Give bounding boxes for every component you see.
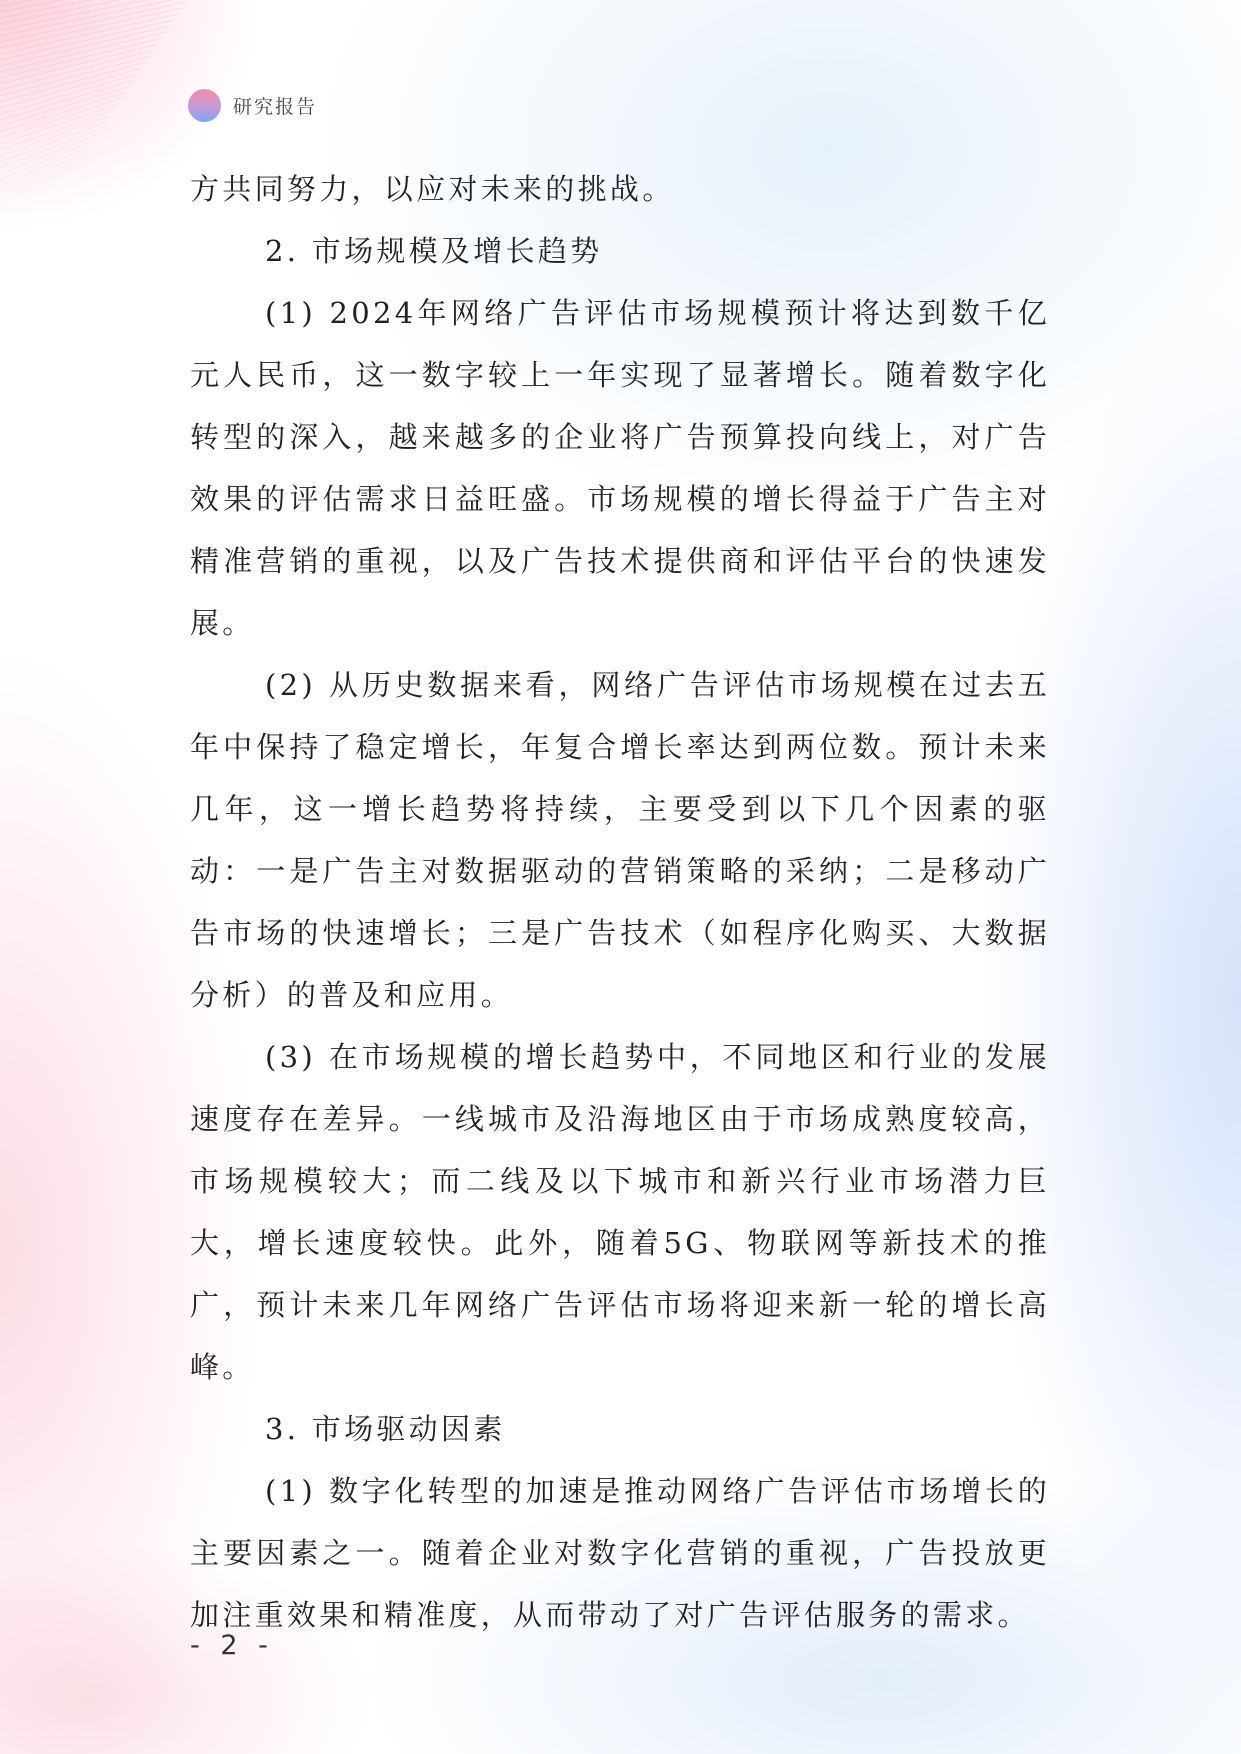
paragraph-item: (2) 从历史数据来看，网络广告评估市场规模在过去五年中保持了稳定增长，年复合增长率达到两位数。预计未来几年，这一增长趋势将持续，主要受到以下几个因素的驱动：一是广告主对数据驱动的营销策略的采纳；二是移动广告市场的快速增长；三是广告技术（如程序化购买、大数据分析）的普及和应用。 [190,668,1050,1012]
section-heading: 2. 市场规模及增长趋势 [265,234,603,268]
paragraph-item: (1) 数字化转型的加速是推动网络广告评估市场增长的主要因素之一。随着企业对数字化营销的重视，广告投放更加注重效果和精准度，从而带动了对广告评估服务的需求。 [190,1474,1050,1632]
header-label: 研究报告 [233,95,318,118]
report-header [188,88,317,122]
gradient-circle-logo-icon [188,89,221,122]
page-number: - 2 - [190,1630,274,1661]
paragraph-item: (3) 在市场规模的增长趋势中，不同地区和行业的发展速度存在差异。一线城市及沿海地区由于市场成熟度较高，市场规模较大；而二线及以下城市和新兴行业市场潜力巨大，增长速度较快。此外，随着5G、物联网等新技术的推广，预计未来几年网络广告评估市场将迎来新一轮的增长高峰。 [190,1040,1050,1384]
paragraph-continuation: 方共同努力，以应对未来的挑战。 [190,172,675,206]
document-body [190,158,1050,1646]
section-heading: 3. 市场驱动因素 [265,1412,506,1446]
paragraph-item: (1) 2024年网络广告评估市场规模预计将达到数千亿元人民币，这一数字较上一年实现了显著增长。随着数字化转型的深入，越来越多的企业将广告预算投向线上，对广告效果的评估需求日益旺盛。市场规模的增长得益于广告主对精准营销的重视，以及广告技术提供商和评估平台的快速发展。 [190,296,1050,640]
